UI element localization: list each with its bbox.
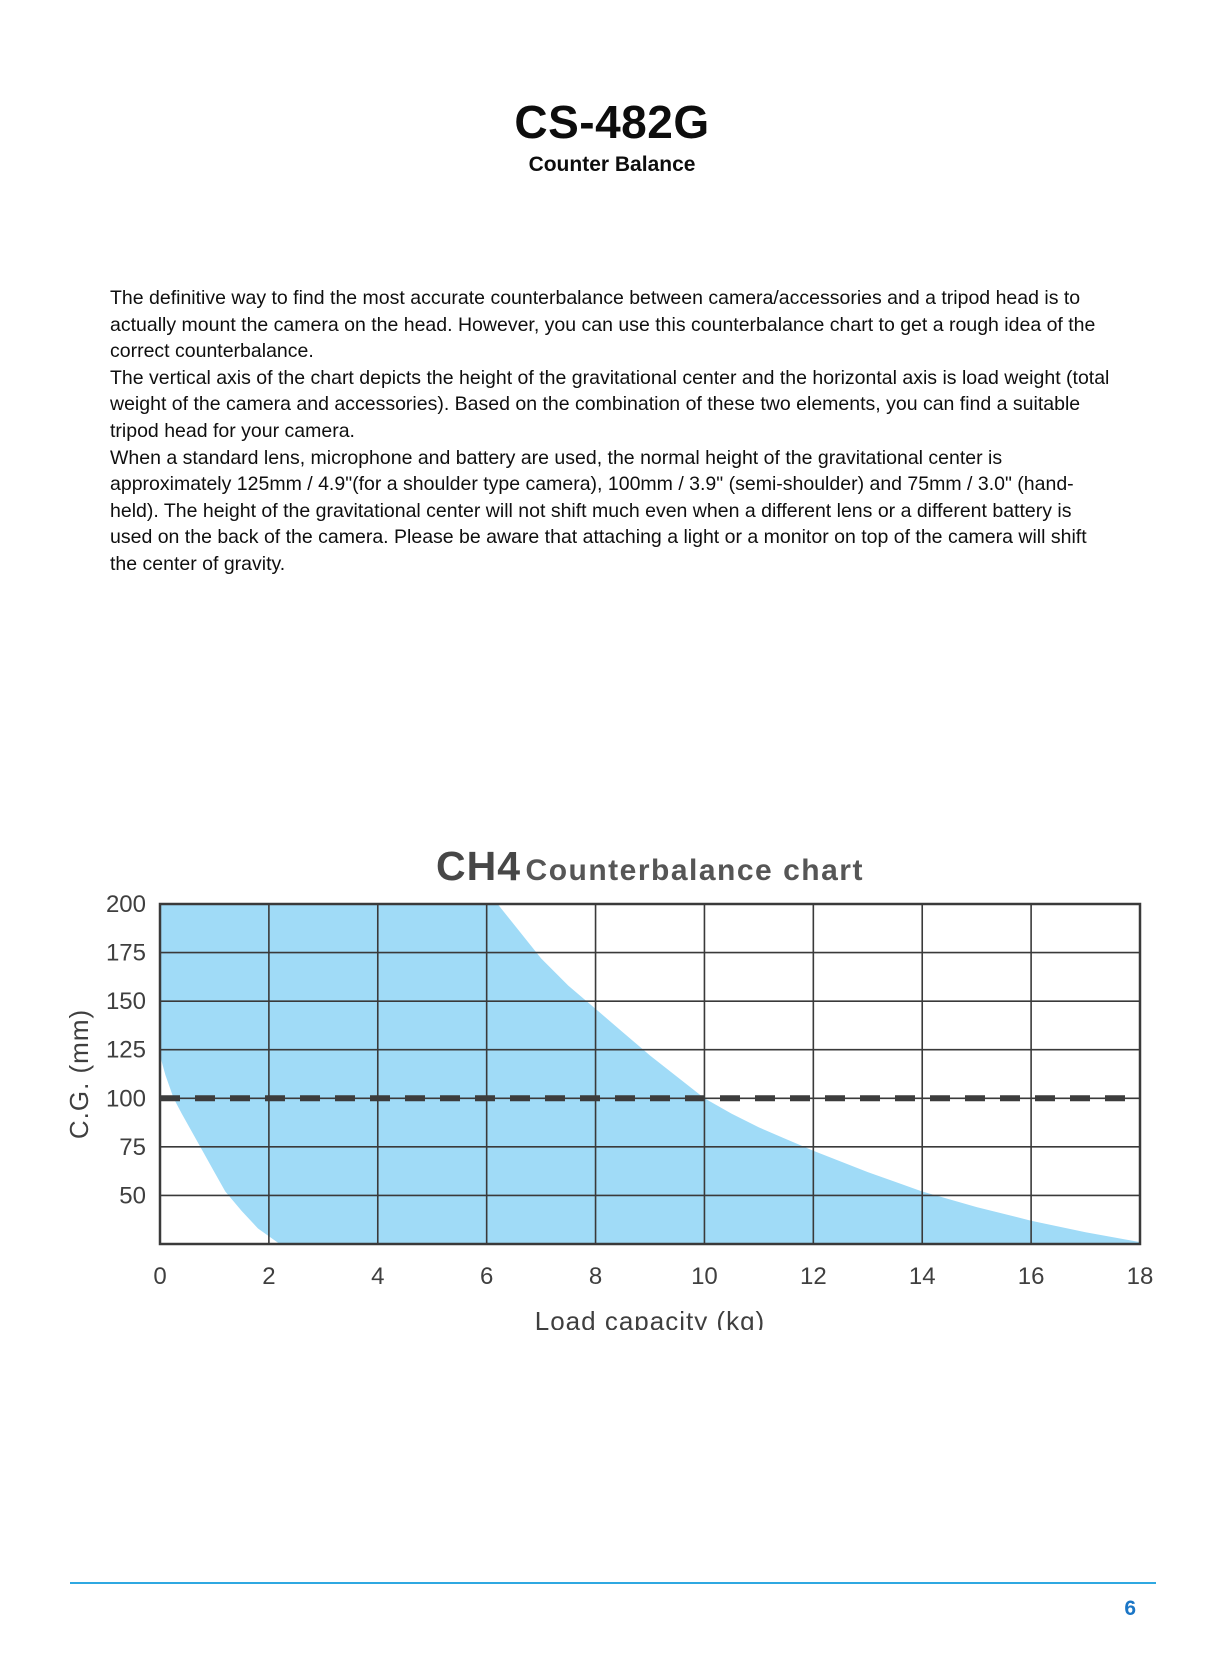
x-tick-label: 14	[908, 1263, 936, 1290]
x-axis-label: Load capacity (kg)	[534, 1306, 766, 1330]
page-title: CS-482G	[514, 96, 710, 148]
page-number: 6	[1124, 1597, 1136, 1620]
x-tick-label: 18	[1126, 1263, 1154, 1290]
page-subtitle: Counter Balance	[528, 153, 696, 176]
y-tick-label: 150	[105, 988, 146, 1016]
x-tick-label: 10	[691, 1263, 718, 1290]
y-tick-label: 200	[105, 891, 146, 918]
y-tick-label: 75	[119, 1133, 146, 1161]
y-tick-label: 125	[105, 1036, 146, 1064]
y-tick-label: 100	[105, 1085, 146, 1113]
body-text	[110, 285, 1110, 578]
x-tick-label: 6	[479, 1263, 494, 1290]
body-paragraph-3: When a standard lens, microphone and battery are used, the normal height of the gravitational center is approximately 125mm / 4.9"(for a shoulder type camera), 100mm / 3.9" (semi-shoulder) and 75mm / 3.0" (hand-held). The height of the gravitational center will not shift much even when a different lens or a different battery is used on the back of the camera. Please be aware that attaching a light or a monitor on top of the camera will shift the center of gravity.	[110, 446, 1087, 575]
chart-title	[160, 843, 1140, 890]
x-tick-label: 16	[1017, 1263, 1045, 1290]
counterbalance-region	[160, 904, 1140, 1244]
body-paragraph-1: The definitive way to find the most accurate counterbalance between camera/accessories and a tripod head is to actually mount the camera on the head. However, you can use this counterbalance chart to get a rough idea of the correct counterbalance.	[110, 287, 1096, 363]
y-tick-label: 50	[119, 1182, 146, 1210]
counterbalance-chart-svg	[62, 890, 1162, 1330]
x-tick-label: 12	[799, 1263, 827, 1290]
y-axis-label: C.G. (mm)	[64, 1008, 94, 1140]
x-tick-label: 4	[371, 1263, 385, 1290]
x-tick-label: 8	[588, 1263, 603, 1290]
x-tick-label: 2	[262, 1263, 276, 1290]
chart-title-text: Counterbalance chart	[525, 854, 864, 887]
y-tick-label: 175	[105, 939, 146, 967]
counterbalance-chart	[62, 843, 1162, 1335]
chart-title-model: CH4	[436, 843, 522, 889]
x-tick-label: 0	[153, 1263, 167, 1290]
manual-page	[0, 95, 1224, 1679]
body-paragraph-2: The vertical axis of the chart depicts the height of the gravitational center and the horizontal axis is load weight (total weight of the camera and accessories). Based on the combination of these two elements, you can find a suitable tripod head for your camera.	[110, 366, 1110, 442]
